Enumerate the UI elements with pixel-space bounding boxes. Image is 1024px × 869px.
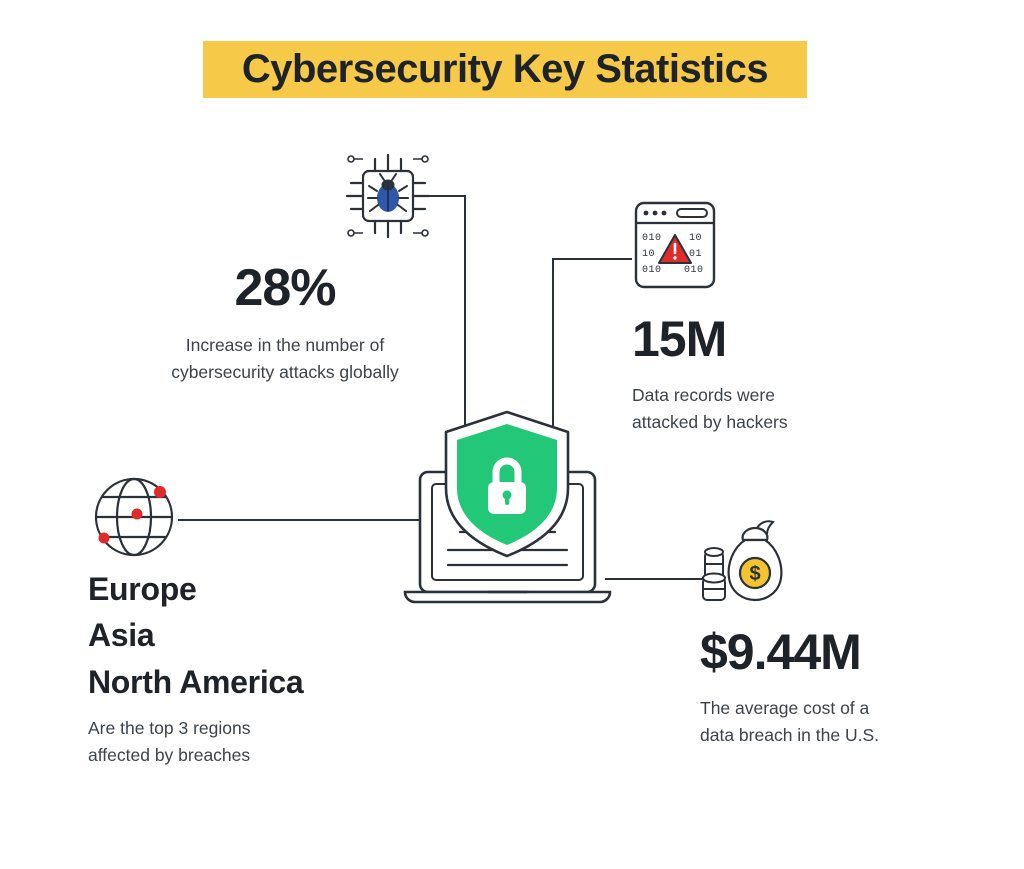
stat-attacks-description-line-2: cybersecurity attacks globally [171, 362, 399, 383]
svg-text:10: 10 [689, 233, 703, 244]
globe-icon [87, 470, 182, 570]
stat-cost-description-line-2: data breach in the U.S. [700, 725, 879, 746]
stat-records-description-line-1: Data records were [632, 385, 775, 405]
stat-regions [88, 566, 428, 769]
stat-cost [700, 624, 1010, 749]
svg-text:01: 01 [689, 249, 703, 260]
stat-records [632, 311, 932, 436]
title-highlight-banner [203, 41, 807, 98]
connector-money-horizontal [605, 578, 710, 580]
connector-alert-horizontal [552, 258, 632, 260]
stat-records-description-line-2: attacked by hackers [632, 412, 788, 433]
svg-text:010: 010 [684, 265, 704, 276]
svg-text:10: 10 [642, 249, 656, 260]
stat-regions-value-line-1: Europe [88, 571, 197, 607]
stat-records-value: 15M [632, 311, 727, 367]
stat-regions-description-line-1: Are the top 3 regions [88, 718, 251, 739]
laptop-shield-lock-icon [400, 410, 615, 620]
svg-text:010: 010 [642, 233, 662, 244]
stat-attacks-description [120, 332, 450, 386]
stat-cost-value: $9.44M [700, 624, 861, 680]
alert-window-icon [629, 197, 721, 302]
stat-cost-description-line-1: The average cost of a [700, 698, 870, 718]
stat-regions-value-line-3: North America [88, 663, 304, 700]
stat-regions-value-line-2: Asia [88, 617, 155, 654]
stat-regions-description-line-2: affected by breaches [88, 745, 251, 766]
stat-cost-description [700, 695, 1010, 749]
stat-regions-description [88, 715, 428, 769]
stat-records-description [632, 382, 932, 436]
money-bag-icon [697, 516, 797, 619]
connector-globe-horizontal [178, 519, 423, 521]
chip-bug-icon [333, 141, 443, 256]
svg-text:010: 010 [642, 265, 662, 276]
svg-text:$: $ [749, 563, 761, 585]
page-title: Cybersecurity Key Statistics [241, 47, 769, 91]
stat-attacks-value: 28% [234, 259, 336, 317]
stat-attacks [120, 259, 450, 386]
stat-attacks-description-line-1: Increase in the number of [185, 335, 385, 355]
